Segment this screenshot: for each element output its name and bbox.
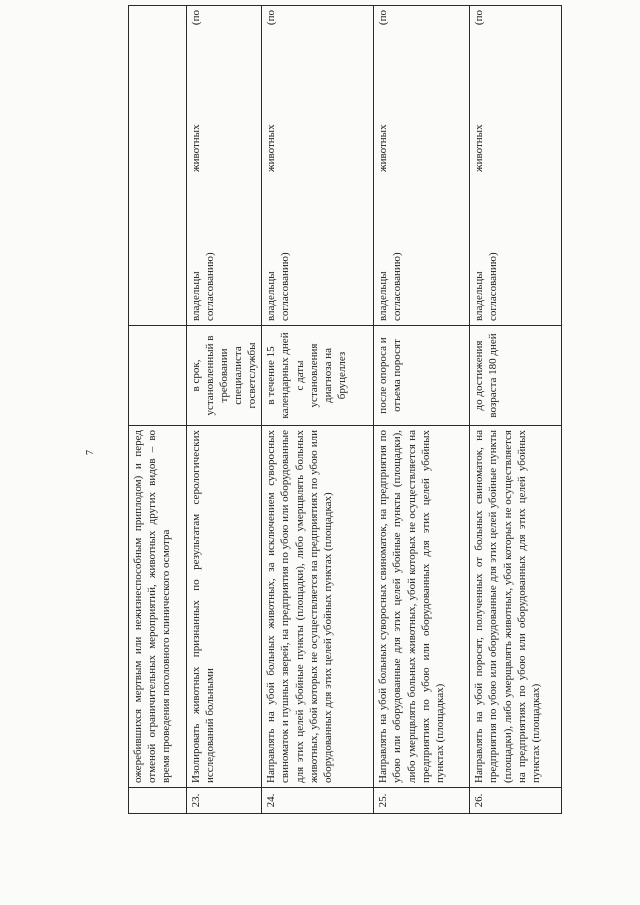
table-row [374,6,470,814]
page-number: 7 [85,449,96,455]
responsible-cell [129,6,187,326]
table-row [470,6,562,814]
responsible-word: животных [377,124,390,172]
responsible-note: согласованию) [391,252,404,321]
row-number: 25. [374,788,470,814]
term-text [129,326,187,426]
responsible-word: владельцы [473,271,486,321]
responsible-line [189,10,203,321]
term-text: до достижения возраста 180 дней [470,326,562,426]
responsible-word: владельцы [265,271,278,321]
measure-text: Направлять на убой больных суворосных свиноматок, на предприятия по убою или оборудованные для этих целей убойные пункты (площадки), либо умерщвлять больных животных, убой которых не осуществляется на предприятиях по убою или оборудованных для этих целей убойных пунктах (площадках) [374,426,470,788]
responsible-note: согласованию) [487,252,500,321]
term-text: в срок, установленный в требовании специалиста госветслужбы [187,326,262,426]
responsible-word: (по [190,10,202,26]
responsible-note: согласованию) [204,252,217,321]
responsible-cell [470,6,562,326]
term-text: после опороса и отъема поросят [374,326,470,426]
responsible-word: животных [473,124,486,172]
responsible-word: (по [377,10,390,26]
responsible-line [264,10,278,321]
rotated-document-page [80,10,560,852]
responsible-line [376,10,390,321]
measure-text: ожеребившихся мертвым или нежизнеспособным приплодом) и перед отменой ограничительных мероприятий, животных других видов – во время проведения поголовного клинического осмотра [129,426,187,788]
measure-text: Направлять на убой поросят, полученных от больных свиноматок, на предприятия по убою или оборудованные для этих целей убойные пункты (площадки), либо умерщвлять животных, убой которых не осуществляется на предприятиях по убою или оборудованных для этих целей убойных пунктах (площадках) [470,426,562,788]
measure-text: Изолировать животных признанных по результатам серологических исследований больными [187,426,262,788]
measure-text: Направлять на убой больных животных, за исключением суворосных свиноматок и пушных зверей, на предприятия по убою или оборудованные для этих целей убойные пункты (площадки), либо умерщвлять больных животных, убой которых не осуществляется на предприятиях по убою или оборудованных для этих целей убойных пунктах (площадках) [262,426,374,788]
responsible-cell [374,6,470,326]
responsible-word: животных [190,124,202,172]
responsible-word: владельцы [377,271,390,321]
responsible-cell [187,6,262,326]
table-row [187,6,262,814]
term-text: в течение 15 календарных дней с даты установления диагноза на бруцеллез [262,326,374,426]
responsible-word: животных [265,124,278,172]
row-number: 24. [262,788,374,814]
row-number: 26. [470,788,562,814]
table-row [262,6,374,814]
responsible-word: владельцы [190,271,202,321]
responsible-note: согласованию) [279,252,292,321]
responsible-line [472,10,486,321]
row-number: 23. [187,788,262,814]
responsible-word: (по [473,10,486,26]
responsible-word: (по [265,10,278,26]
responsible-cell [262,6,374,326]
row-number [129,788,187,814]
table-row [129,6,187,814]
measures-table [128,5,562,814]
